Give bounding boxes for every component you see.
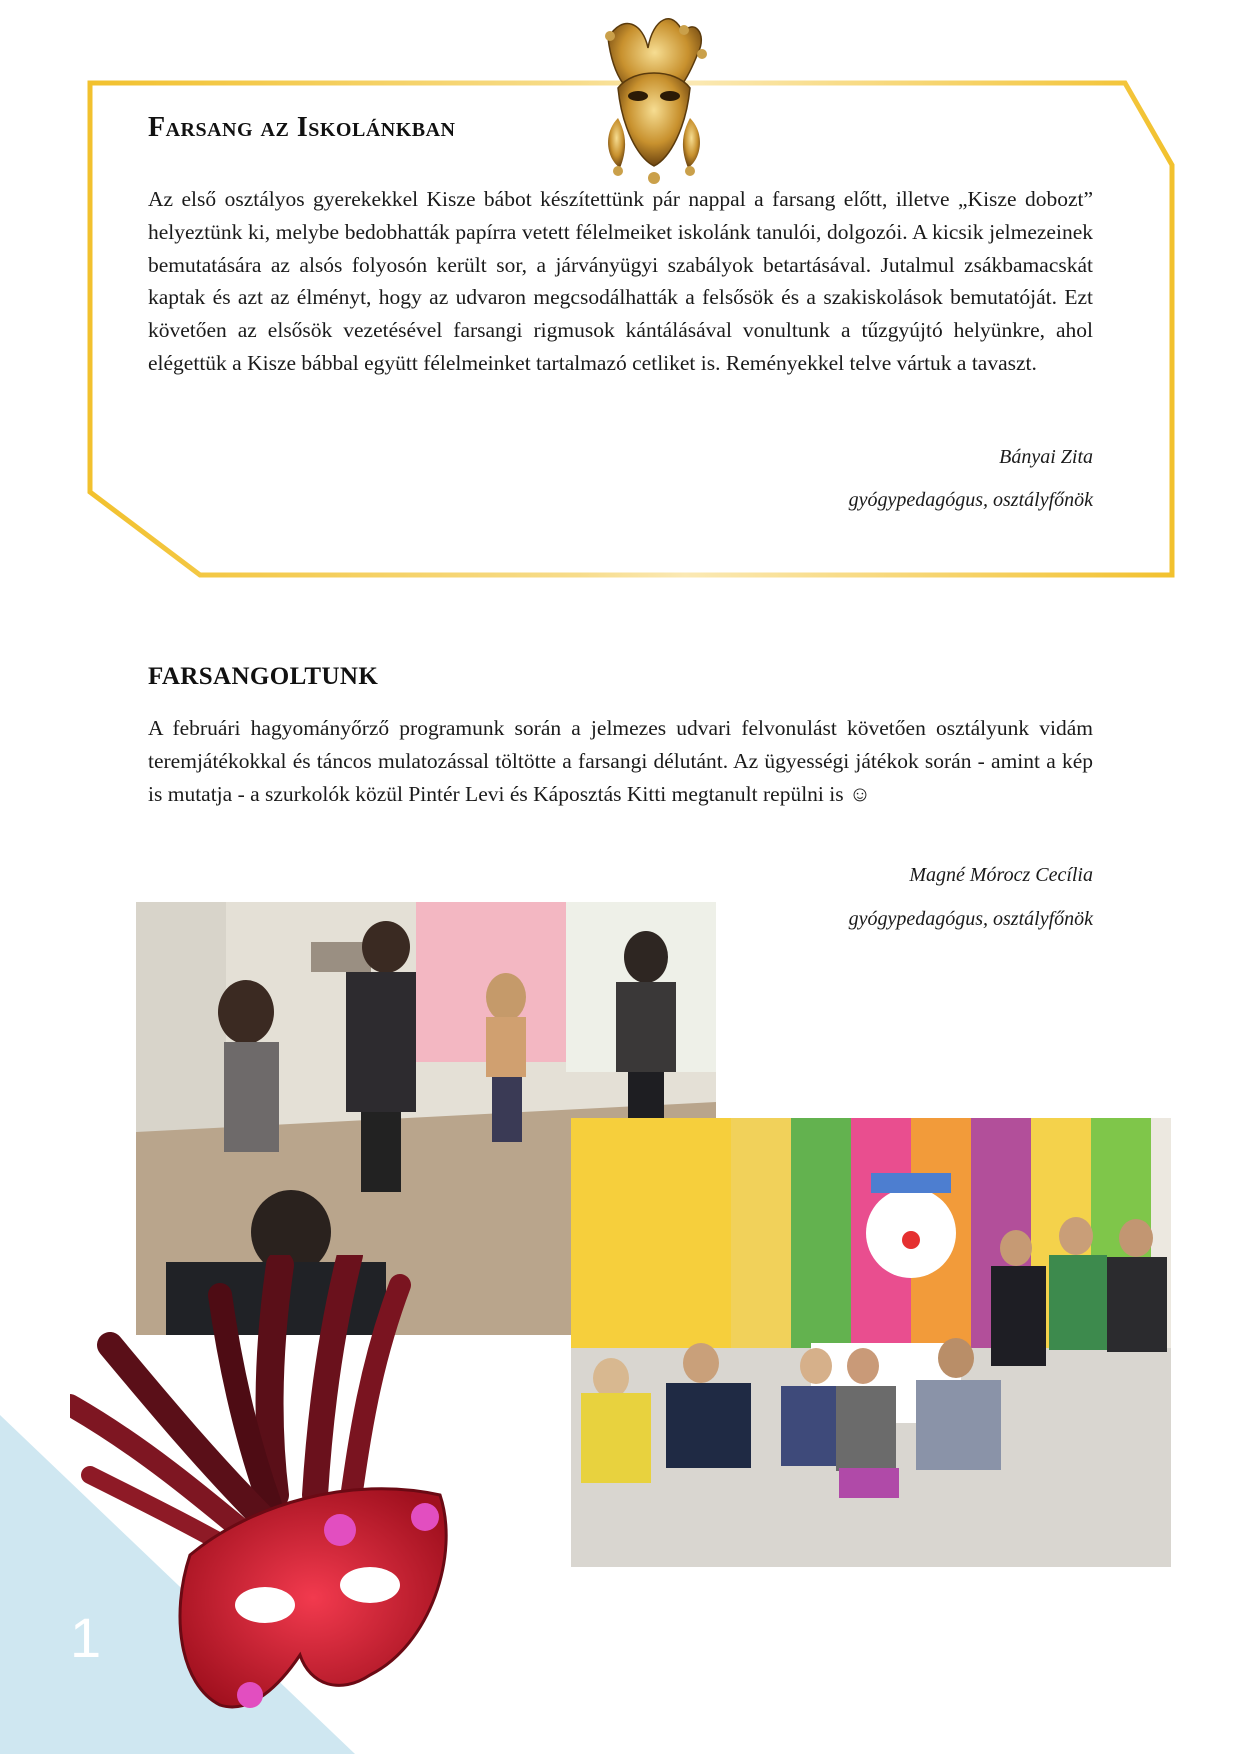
section2-title: FARSANGOLTUNK [148, 663, 379, 690]
section2-body: A februári hagyományőrző programunk során a jelmezes udvari felvonulást követően osztályunk vidám teremjátékokkal és táncos mulatozással töltötte a farsangi délutánt. Az ügyességi játékok során - amint a kép is mutatja - a szurkolók közül Pintér Levi és Káposztás Kitti megtanult repülni is ☺ [148, 716, 1093, 806]
section2-author: Magné Mórocz Cecília [909, 864, 1093, 886]
section1-role: gyógypedagógus, osztályfőnök [848, 489, 1093, 511]
section2-role: gyógypedagógus, osztályfőnök [848, 908, 1093, 930]
jester-mask-image [598, 8, 710, 188]
section1-title: Farsang az Iskolánkban [148, 112, 456, 143]
section1-author: Bányai Zita [999, 446, 1093, 468]
section1-body: Az első osztályos gyerekekkel Kisze bábot készítettünk pár nappal a farsang előtt, illetve „Kisze dobozt” helyeztünk ki, melybe bedobhatták papírra vetett félelmeiket iskolánk tanulói, dolgozói. A kicsik jelmezeinek bemutatására az alsós folyosón került sor, a járványügyi szabályok betartásával. Jutalmul zsákbamacskát kaptak és azt az élményt, hogy az udvaron megcsodálhatták a felsősök és a szakiskolások bemutatóját. Ezt követően az elsősök vezetésével farsangi rigmusok kántálásával vonultunk a tűzgyújtó helyünkre, ahol elégettük a Kisze bábbal együtt félelmeinket tartalmazó cetliket is. Reményekkel telve vártuk a tavaszt. [148, 187, 1093, 375]
page-number: 1 [70, 1606, 102, 1669]
group-photo [571, 1118, 1171, 1567]
red-feather-mask-image [70, 1255, 490, 1725]
